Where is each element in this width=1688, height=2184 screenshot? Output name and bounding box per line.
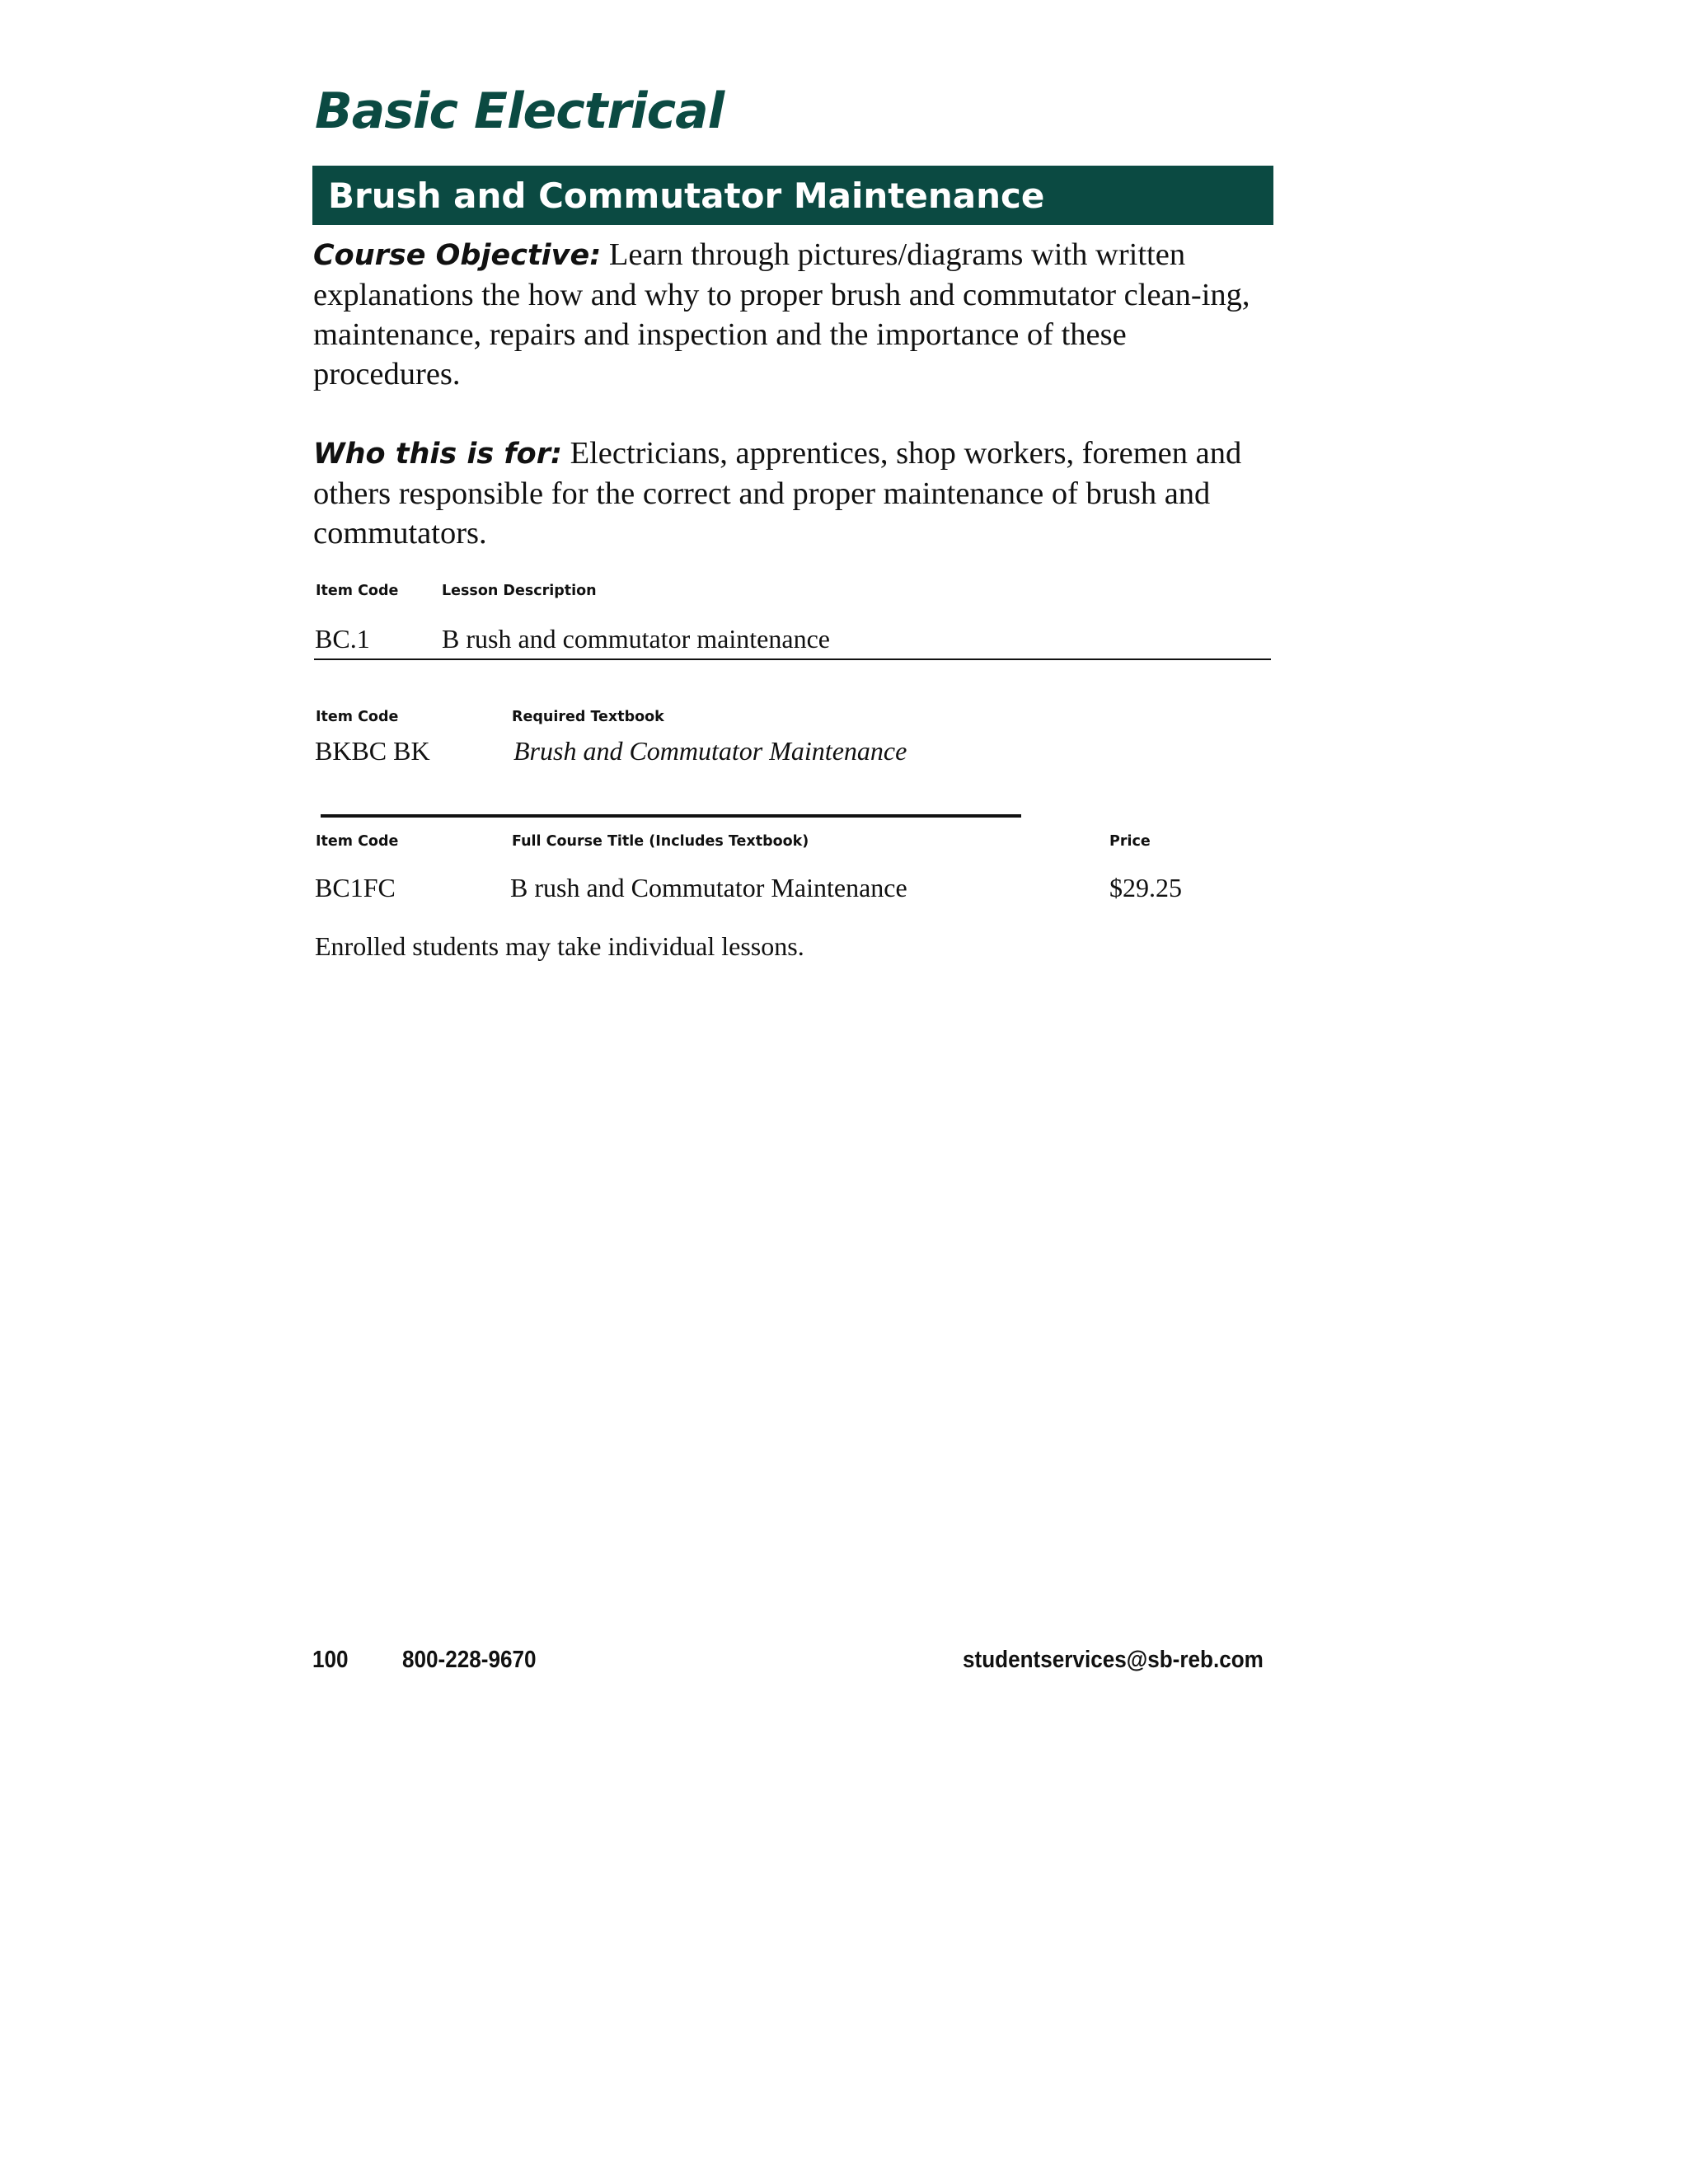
section-title: Basic Electrical <box>315 82 724 140</box>
course-audience <box>313 434 1278 553</box>
full-course-header-price: Price <box>1109 833 1151 850</box>
course-objective-label: Course Objective: <box>313 239 602 272</box>
full-course-row-title: B rush and Commutator Maintenance <box>510 873 907 902</box>
lessons-row-item-code: BC.1 <box>315 624 370 654</box>
lessons-header-description: Lesson Description <box>442 583 597 599</box>
footer-phone: 800-228-9670 <box>402 1647 537 1673</box>
course-title-bar <box>312 166 1273 225</box>
course-objective-text: Learn through pictures/diagrams with written explanations the how and why to proper brush and commutator clean-ing, maintenance, repairs and inspection and the importance of these procedures. <box>313 237 1250 391</box>
full-course-row-item-code: BC1FC <box>315 873 396 902</box>
footer-page-number: 100 <box>312 1647 349 1673</box>
lessons-row-description: B rush and commutator maintenance <box>442 624 830 654</box>
textbook-row-item-code: BKBC BK <box>315 736 430 766</box>
lessons-header-item-code: Item Code <box>316 583 399 599</box>
full-course-header-item-code: Item Code <box>316 833 399 850</box>
course-objective <box>313 235 1278 394</box>
course-audience-text: Electricians, apprentices, shop workers, foremen and others responsible for the correct and proper maintenance of brush and commutators. <box>313 436 1242 551</box>
textbook-header-title: Required Textbook <box>512 709 664 725</box>
textbook-header-item-code: Item Code <box>316 709 399 725</box>
course-title: Brush and Commutator Maintenance <box>328 175 1045 216</box>
course-audience-label: Who this is for: <box>313 438 562 471</box>
enrollment-note: Enrolled students may take individual lessons. <box>315 931 804 961</box>
section-divider <box>321 814 1021 818</box>
footer-email: studentservices@sb-reb.com <box>963 1647 1264 1673</box>
full-course-row-price: $29.25 <box>1109 873 1182 902</box>
lessons-row-divider <box>314 658 1271 660</box>
textbook-row-title: Brush and Commutator Maintenance <box>513 736 907 766</box>
full-course-header-title: Full Course Title (Includes Textbook) <box>512 833 809 850</box>
